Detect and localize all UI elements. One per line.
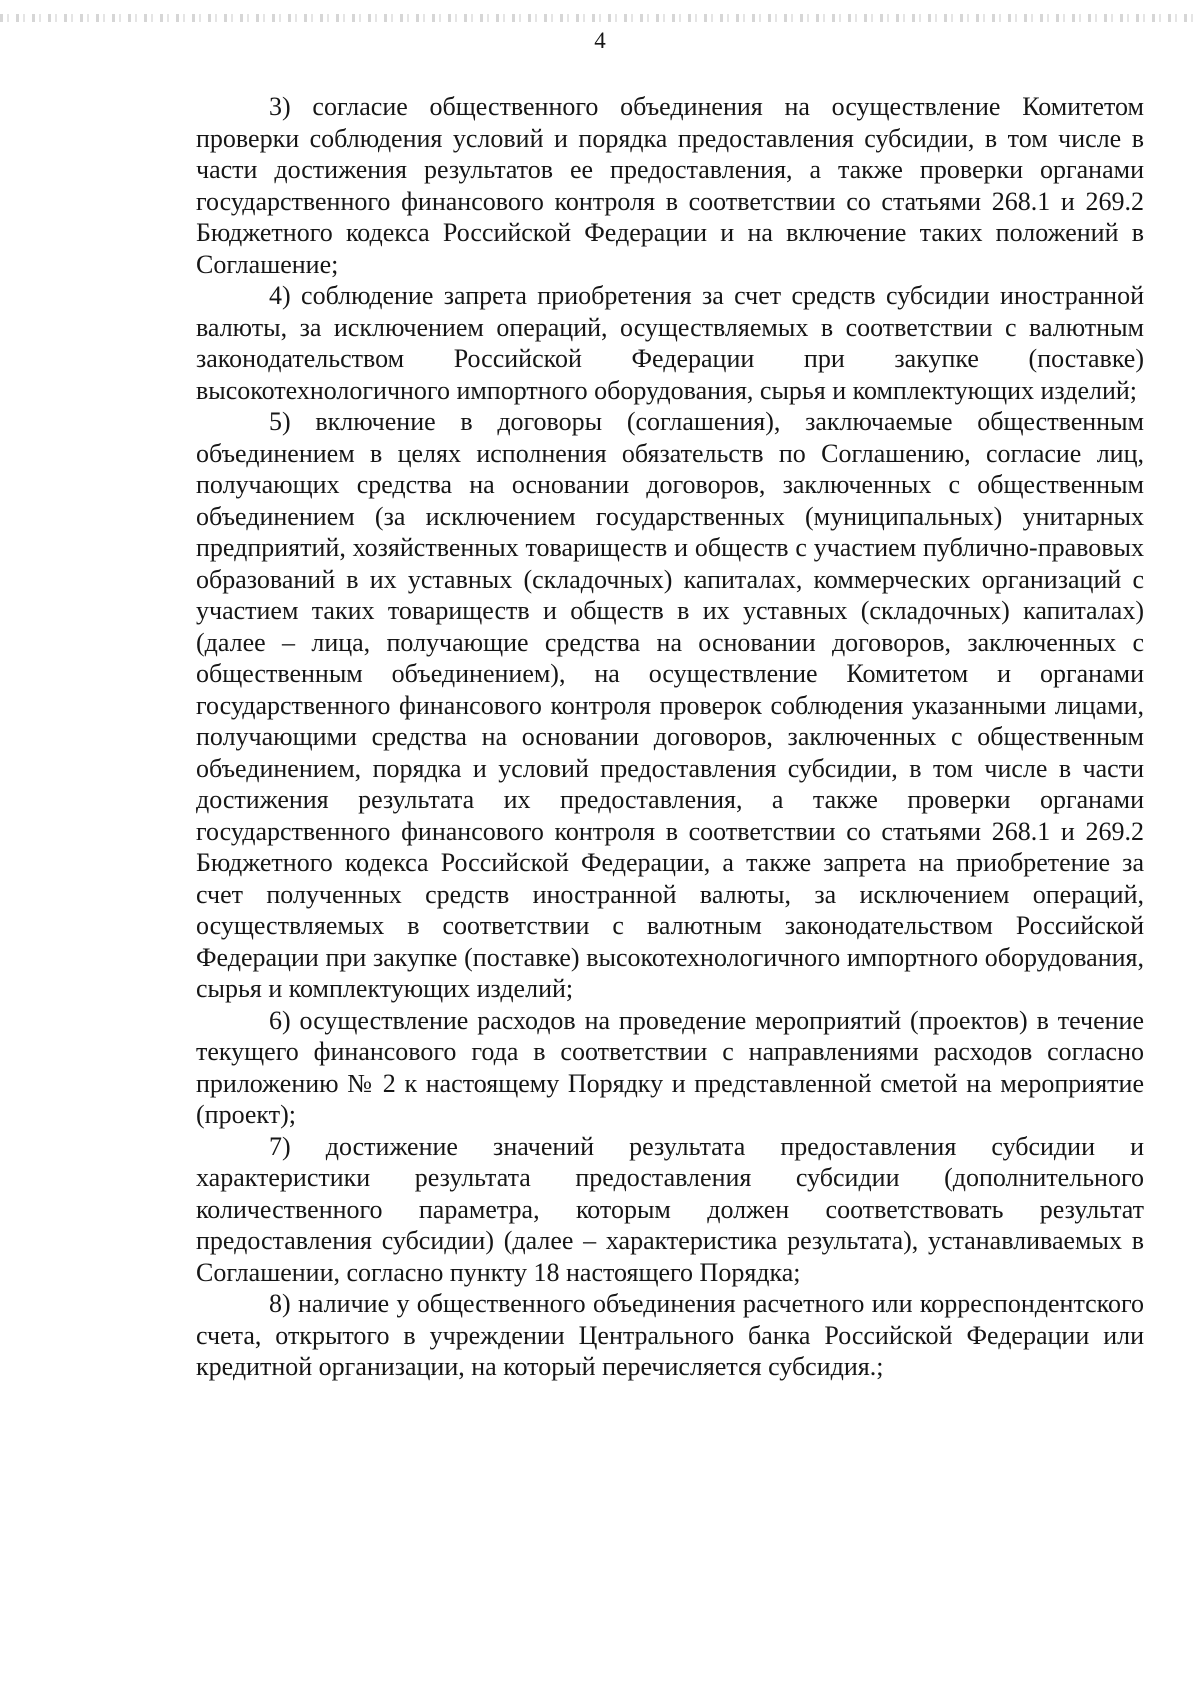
paragraph-item-3: 3) согласие общественного объединения на осуществление Комитетом проверки соблюдения условий и порядка предоставления субсидии, в том числе в части достижения результатов ее предоставления, а также проверки органами государственного финансового контроля в соответствии со статьями 268.1 и 269.2 Бюджетного кодекса Российской Федерации и на включение таких положений в Соглашение; bbox=[196, 92, 1144, 279]
scan-edge-artifact bbox=[0, 14, 1200, 22]
document-body bbox=[196, 91, 1144, 1383]
page-number: 4 bbox=[594, 28, 606, 53]
paragraph-item-4: 4) соблюдение запрета приобретения за счет средств субсидии иностранной валюты, за исключением операций, осуществляемых в соответствии с валютным законодательством Российской Федерации при закупке (поставке) высокотехнологичного импортного оборудования, сырья и комплектующих изделий; bbox=[196, 281, 1144, 405]
paragraph-item-6: 6) осуществление расходов на проведение мероприятий (проектов) в течение текущего финансового года в соответствии с направлениями расходов согласно приложению № 2 к настоящему Порядку и представленной сметой на мероприятие (проект); bbox=[196, 1005, 1144, 1129]
paragraph-item-5: 5) включение в договоры (соглашения), заключаемые общественным объединением в целях исполнения обязательств по Соглашению, согласие лиц, получающих средства на основании договоров, заключенных с общественным объединением (за исключением государственных (муниципальных) унитарных предприятий, хозяйственных товариществ и обществ с участием публично-правовых образований в их уставных (складочных) капиталах, коммерческих организаций с участием таких товариществ и обществ в их уставных (складочных) капиталах) (далее – лица, получающие средства на основании договоров, заключенных с общественным объединением), на осуществление Комитетом и органами государственного финансового контроля проверок соблюдения указанными лицами, получающими средства на основании договоров, заключенных с общественным объединением, порядка и условий предоставления субсидии, в том числе в части достижения результата их предоставления, а также проверки органами государственного финансового контроля в соответствии со статьями 268.1 и 269.2 Бюджетного кодекса Российской Федерации, а также запрета на приобретение за счет полученных средств иностранной валюты, за исключением операций, осуществляемых в соответствии с валютным законодательством Российской Федерации при закупке (поставке) высокотехнологичного импортного оборудования, сырья и комплектующих изделий; bbox=[196, 407, 1144, 1003]
paragraph-item-8: 8) наличие у общественного объединения расчетного или корреспондентского счета, открытого в учреждении Центрального банка Российской Федерации или кредитной организации, на который перечисляется субсидия.; bbox=[196, 1289, 1144, 1381]
paragraph-item-7: 7) достижение значений результата предоставления субсидии и характеристики результата предоставления субсидии (дополнительного количественного параметра, которым должен соответствовать результат предоставления субсидии) (далее – характеристика результата), устанавливаемых в Соглашении, согласно пункту 18 настоящего Порядка; bbox=[196, 1131, 1144, 1287]
